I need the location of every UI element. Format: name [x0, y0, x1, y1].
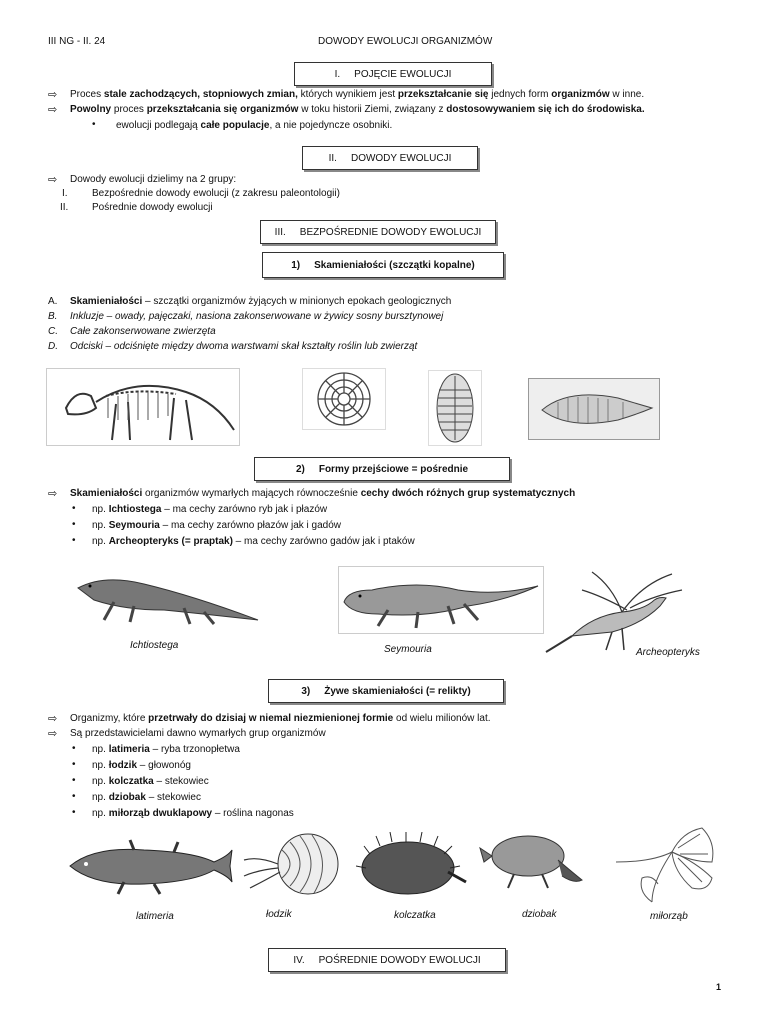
section-2-box	[302, 146, 478, 170]
triceratops-skeleton-image	[46, 368, 240, 446]
caption-dziobak: dziobak	[522, 909, 557, 920]
relict-item: np. kolczatka – stekowiec	[92, 776, 209, 787]
arrow-icon: ⇨	[48, 174, 58, 186]
section-number: 1)	[291, 259, 301, 271]
caption-archeopteryks: Archeopteryks	[636, 647, 700, 658]
caption-seymouria: Seymouria	[384, 644, 432, 655]
section-title: DOWODY EWOLUCJI	[350, 152, 452, 164]
transitional-item: np. Seymouria – ma cechy zarówno płazów jak i gadów	[92, 520, 342, 531]
dziobak-image	[478, 822, 584, 896]
relict-item: np. miłorząb dwuklapowy – roślina nagonas	[92, 808, 294, 819]
section-title: BEZPOŚREDNIE DOWODY EWOLUCJI	[299, 226, 482, 238]
section-title: POJĘCIE EWOLUCJI	[354, 68, 452, 80]
group-number: II.	[60, 202, 69, 213]
transitional-intro: Skamieniałości organizmów wymarłych mających równocześnie cechy dwóch różnych grup systematycznych	[70, 488, 576, 499]
section-title: Skamieniałości (szczątki kopalne)	[314, 259, 475, 271]
fossil-letter: C.	[48, 326, 58, 337]
caption-kolczatka: kolczatka	[394, 910, 436, 921]
section-3-box	[260, 220, 496, 244]
header-left: III NG - II. 24	[48, 36, 106, 47]
subsection-relicts-box	[268, 679, 504, 703]
caption-milorzab: miłorząb	[650, 911, 688, 922]
fossil-letter: A.	[48, 296, 58, 307]
trilobite-fossil-image	[428, 370, 482, 446]
subsection-transitional-box	[254, 457, 510, 481]
archeopteryks-image	[542, 566, 688, 656]
fish-imprint-fossil-image	[528, 378, 660, 440]
milorzab-leaf-image	[612, 822, 724, 906]
caption-lodzik: łodzik	[266, 909, 292, 920]
bullet-icon: •	[72, 807, 76, 818]
bullet-icon: •	[72, 519, 76, 530]
bullet-icon: •	[92, 119, 96, 130]
bullet-icon: •	[72, 743, 76, 754]
ammonite-fossil-image	[302, 368, 386, 430]
bullet-icon: •	[72, 791, 76, 802]
section-number: III.	[274, 226, 286, 238]
definition-line-3: ewolucji podlegają całe populacje, a nie pojedyncze osobniki.	[116, 120, 393, 131]
transitional-item: np. Archeopteryks (= praptak) – ma cechy zarówno gadów jak i ptaków	[92, 536, 415, 547]
section-number: 3)	[301, 685, 311, 697]
section-1-box	[294, 62, 492, 86]
section-number: IV.	[293, 954, 305, 966]
page-number: 1	[716, 982, 722, 992]
section-number: 2)	[295, 463, 305, 475]
caption-latimeria: latimeria	[136, 911, 174, 922]
lodzik-image	[238, 830, 346, 900]
fossil-item-a: Skamieniałości – szczątki organizmów żyjących w minionych epokach geologicznych	[70, 296, 452, 307]
arrow-icon: ⇨	[48, 104, 58, 116]
groups-intro: Dowody ewolucji dzielimy na 2 grupy:	[70, 174, 237, 185]
bullet-icon: •	[72, 775, 76, 786]
subsection-fossils-box	[262, 252, 504, 278]
bullet-icon: •	[72, 759, 76, 770]
transitional-item: np. Ichtiostega – ma cechy zarówno ryb jak i płazów	[92, 504, 328, 515]
header-title: DOWODY EWOLUCJI ORGANIZMÓW	[318, 36, 493, 47]
arrow-icon: ⇨	[48, 713, 58, 725]
fossil-letter: B.	[48, 311, 58, 322]
caption-ichtiostega: Ichtiostega	[130, 640, 179, 651]
bullet-icon: •	[72, 503, 76, 514]
ichtiostega-image	[74, 570, 262, 626]
section-number: II.	[328, 152, 337, 164]
fossil-item-c: Całe zakonserwowane zwierzęta	[70, 326, 216, 337]
definition-line-1: Proces stale zachodzących, stopniowych zmian, których wynikiem jest przekształcanie się jednych form organizmów w inne.	[70, 89, 645, 100]
section-title: POŚREDNIE DOWODY EWOLUCJI	[318, 954, 481, 966]
latimeria-image	[64, 836, 236, 896]
fossil-item-d: Odciski – odciśnięte między dwoma warstwami skał kształty roślin lub zwierząt	[70, 341, 418, 352]
arrow-icon: ⇨	[48, 89, 58, 101]
relict-item: np. latimeria – ryba trzonopłetwa	[92, 744, 240, 755]
relicts-line-2: Są przedstawicielami dawno wymarłych grup organizmów	[70, 728, 326, 739]
fossil-letter: D.	[48, 341, 58, 352]
section-title: Formy przejściowe = pośrednie	[318, 463, 469, 475]
section-title: Żywe skamieniałości (= relikty)	[324, 685, 471, 697]
group-number: I.	[62, 188, 68, 199]
fossil-item-b: Inkluzje – owady, pajęczaki, nasiona zakonserwowane w żywicy sosny bursztynowej	[70, 311, 444, 322]
section-number: I.	[334, 68, 341, 80]
definition-line-2: Powolny proces przekształcania się organizmów w toku historii Ziemi, związany z dostosowywaniem się ich do środowiska.	[70, 104, 645, 115]
kolczatka-image	[356, 832, 468, 900]
relicts-line-1: Organizmy, które przetrwały do dzisiaj w niemal niezmienionej formie od wielu milionów lat.	[70, 713, 491, 724]
relict-item: np. dziobak – stekowiec	[92, 792, 201, 803]
seymouria-image	[338, 566, 544, 634]
bullet-icon: •	[72, 535, 76, 546]
relict-item: np. łodzik – głowonóg	[92, 760, 191, 771]
group-text: Bezpośrednie dowody ewolucji (z zakresu paleontologii)	[92, 188, 340, 199]
arrow-icon: ⇨	[48, 488, 58, 500]
group-text: Pośrednie dowody ewolucji	[92, 202, 213, 213]
section-4-box	[268, 948, 506, 972]
arrow-icon: ⇨	[48, 728, 58, 740]
